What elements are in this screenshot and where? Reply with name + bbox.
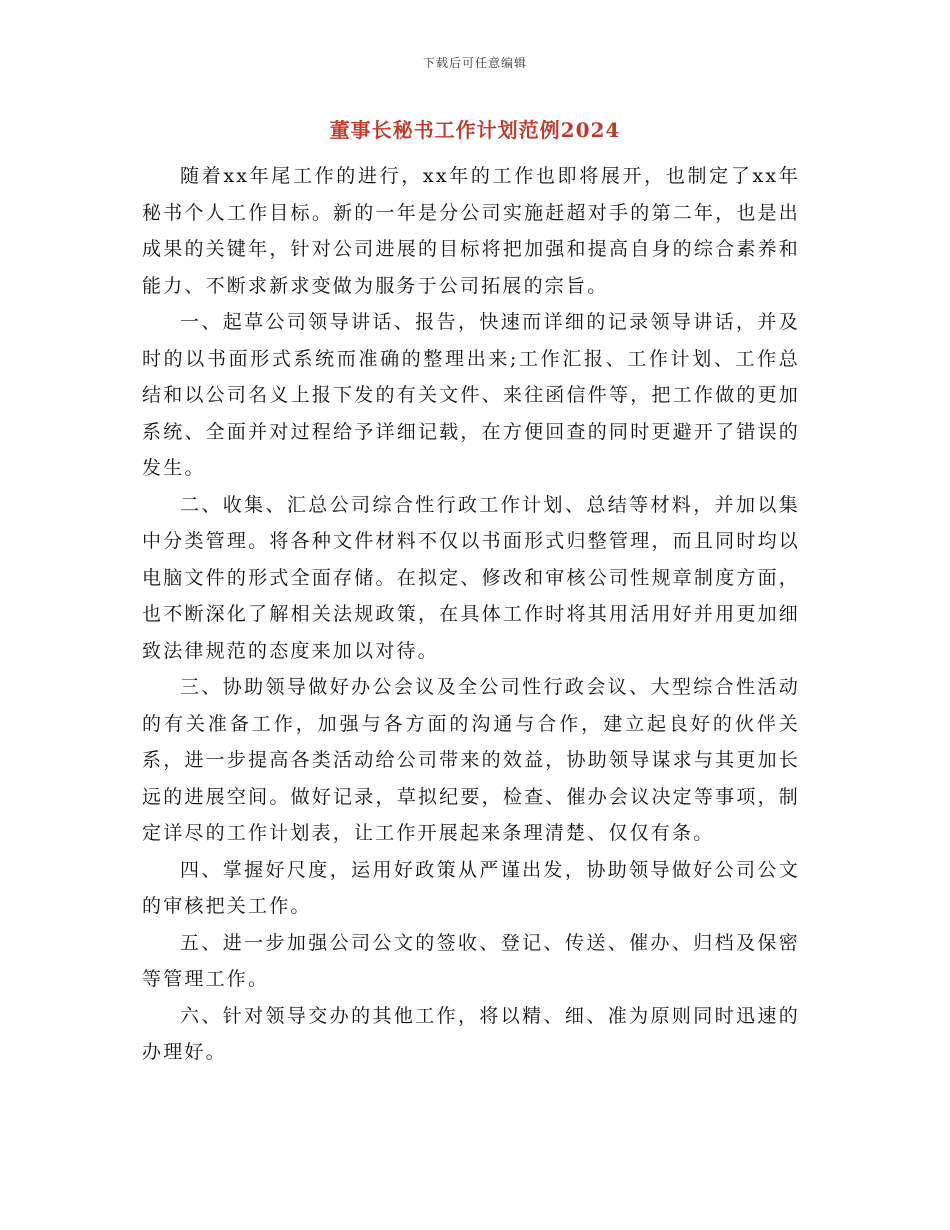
paragraph-item-4: 四、掌握好尺度，运用好政策从严谨出发，协助领导做好公司公文的审核把关工作。 — [142, 858, 800, 917]
paragraph-item-3: 三、协助领导做好办公会议及全公司性行政会议、大型综合性活动的有关准备工作，加强与各方面的沟通与合作，建立起良好的伙伴关系，进一步提高各类活动给公司带来的效益，协助领导谋求与其更加长远的进展空间。做好记录，草拟纪要，检查、催办会议决定等事项，制定详尽的工作计划表，让工作开展起来条理清楚、仅仅有条。 — [142, 676, 800, 844]
document-body — [142, 158, 800, 1071]
paragraph-item-1: 一、起草公司领导讲话、报告，快速而详细的记录领导讲话，并及时的以书面形式系统而准确的整理出来;工作汇报、工作计划、工作总结和以公司名义上报下发的有关文件、来往函信件等，把工作做的更加系统、全面并对过程给予详细记载，在方便回查的同时更避开了错误的发生。 — [142, 311, 800, 479]
document-title: 董事长秘书工作计划范例2024 — [329, 118, 621, 142]
paragraph-item-2: 二、收集、汇总公司综合性行政工作计划、总结等材料，并加以集中分类管理。将各种文件材料不仅以书面形式归整管理，而且同时均以电脑文件的形式全面存储。在拟定、修改和审核公司性规章制度方面，也不断深化了解相关法规政策，在具体工作时将其用活用好并用更加细致法律规范的态度来加以对待。 — [142, 493, 800, 662]
header-note: 下载后可任意编辑 — [422, 56, 527, 70]
paragraph-item-6: 六、针对领导交办的其他工作，将以精、细、准为原则同时迅速的办理好。 — [142, 1004, 800, 1063]
paragraph-item-5: 五、进一步加强公司公文的签收、登记、传送、催办、归档及保密等管理工作。 — [142, 931, 800, 990]
paragraph-intro: 随着xx年尾工作的进行，xx年的工作也即将展开，也制定了xx年秘书个人工作目标。新的一年是分公司实施赶超对手的第二年，也是出成果的关键年，针对公司进展的目标将把加强和提高自身的综合素养和能力、不断求新求变做为服务于公司拓展的宗旨。 — [142, 165, 800, 297]
